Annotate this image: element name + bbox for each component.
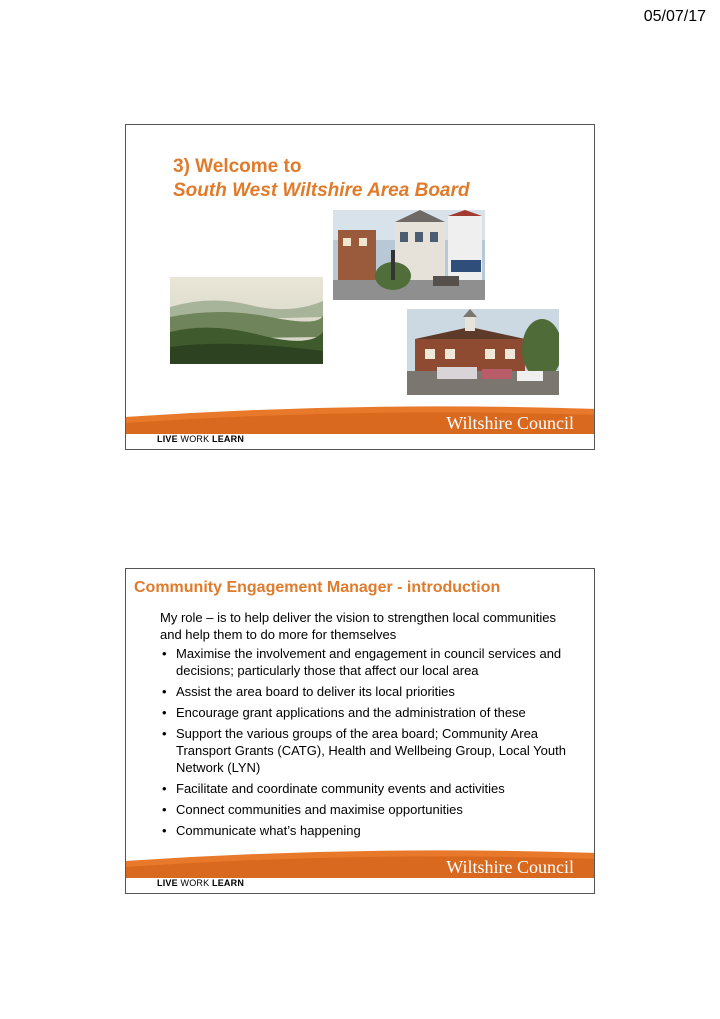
list-item: • Connect communities and maximise opportunities (160, 801, 580, 818)
list-item: • Communicate what’s happening (160, 822, 580, 839)
council-slogan: Where everybody matters (503, 879, 572, 885)
list-item: • Maximise the involvement and engagement in council services and decisions; particularly those that affect our local area (160, 645, 580, 679)
title-line-1: 3) Welcome to (173, 156, 302, 177)
live-work-learn-tagline: LIVE WORK LEARN (157, 878, 245, 888)
slide-community-engagement (125, 568, 595, 894)
role-intro: My role – is to help deliver the vision to strengthen local communities and help them to do more for themselves (160, 610, 556, 642)
council-slogan: Where everybody matters (503, 435, 572, 441)
council-logo-text: Wiltshire Council (446, 413, 574, 433)
list-item: • Support the various groups of the area board; Community Area Transport Grants (CATG), Health and Wellbeing Group, Local Youth Network (LYN) (160, 725, 580, 776)
list-item: • Facilitate and coordinate community events and activities (160, 780, 580, 797)
list-item: • Encourage grant applications and the administration of these (160, 704, 580, 721)
slide-title: Community Engagement Manager - introduction (134, 579, 501, 596)
page-date: 05/07/17 (643, 8, 706, 25)
live-work-learn-tagline: LIVE WORK LEARN (157, 434, 245, 444)
countryside-photo (170, 277, 323, 364)
slide-title (173, 155, 470, 203)
role-bullet-list (160, 645, 580, 843)
list-item: • Assist the area board to deliver its local priorities (160, 683, 580, 700)
town-square-photo (333, 210, 485, 300)
slide-welcome (125, 124, 595, 450)
slide-footer (126, 847, 594, 893)
market-photo (407, 309, 559, 395)
slide-footer (126, 403, 594, 449)
council-logo-text: Wiltshire Council (446, 857, 574, 877)
title-line-2: South West Wiltshire Area Board (173, 180, 470, 201)
